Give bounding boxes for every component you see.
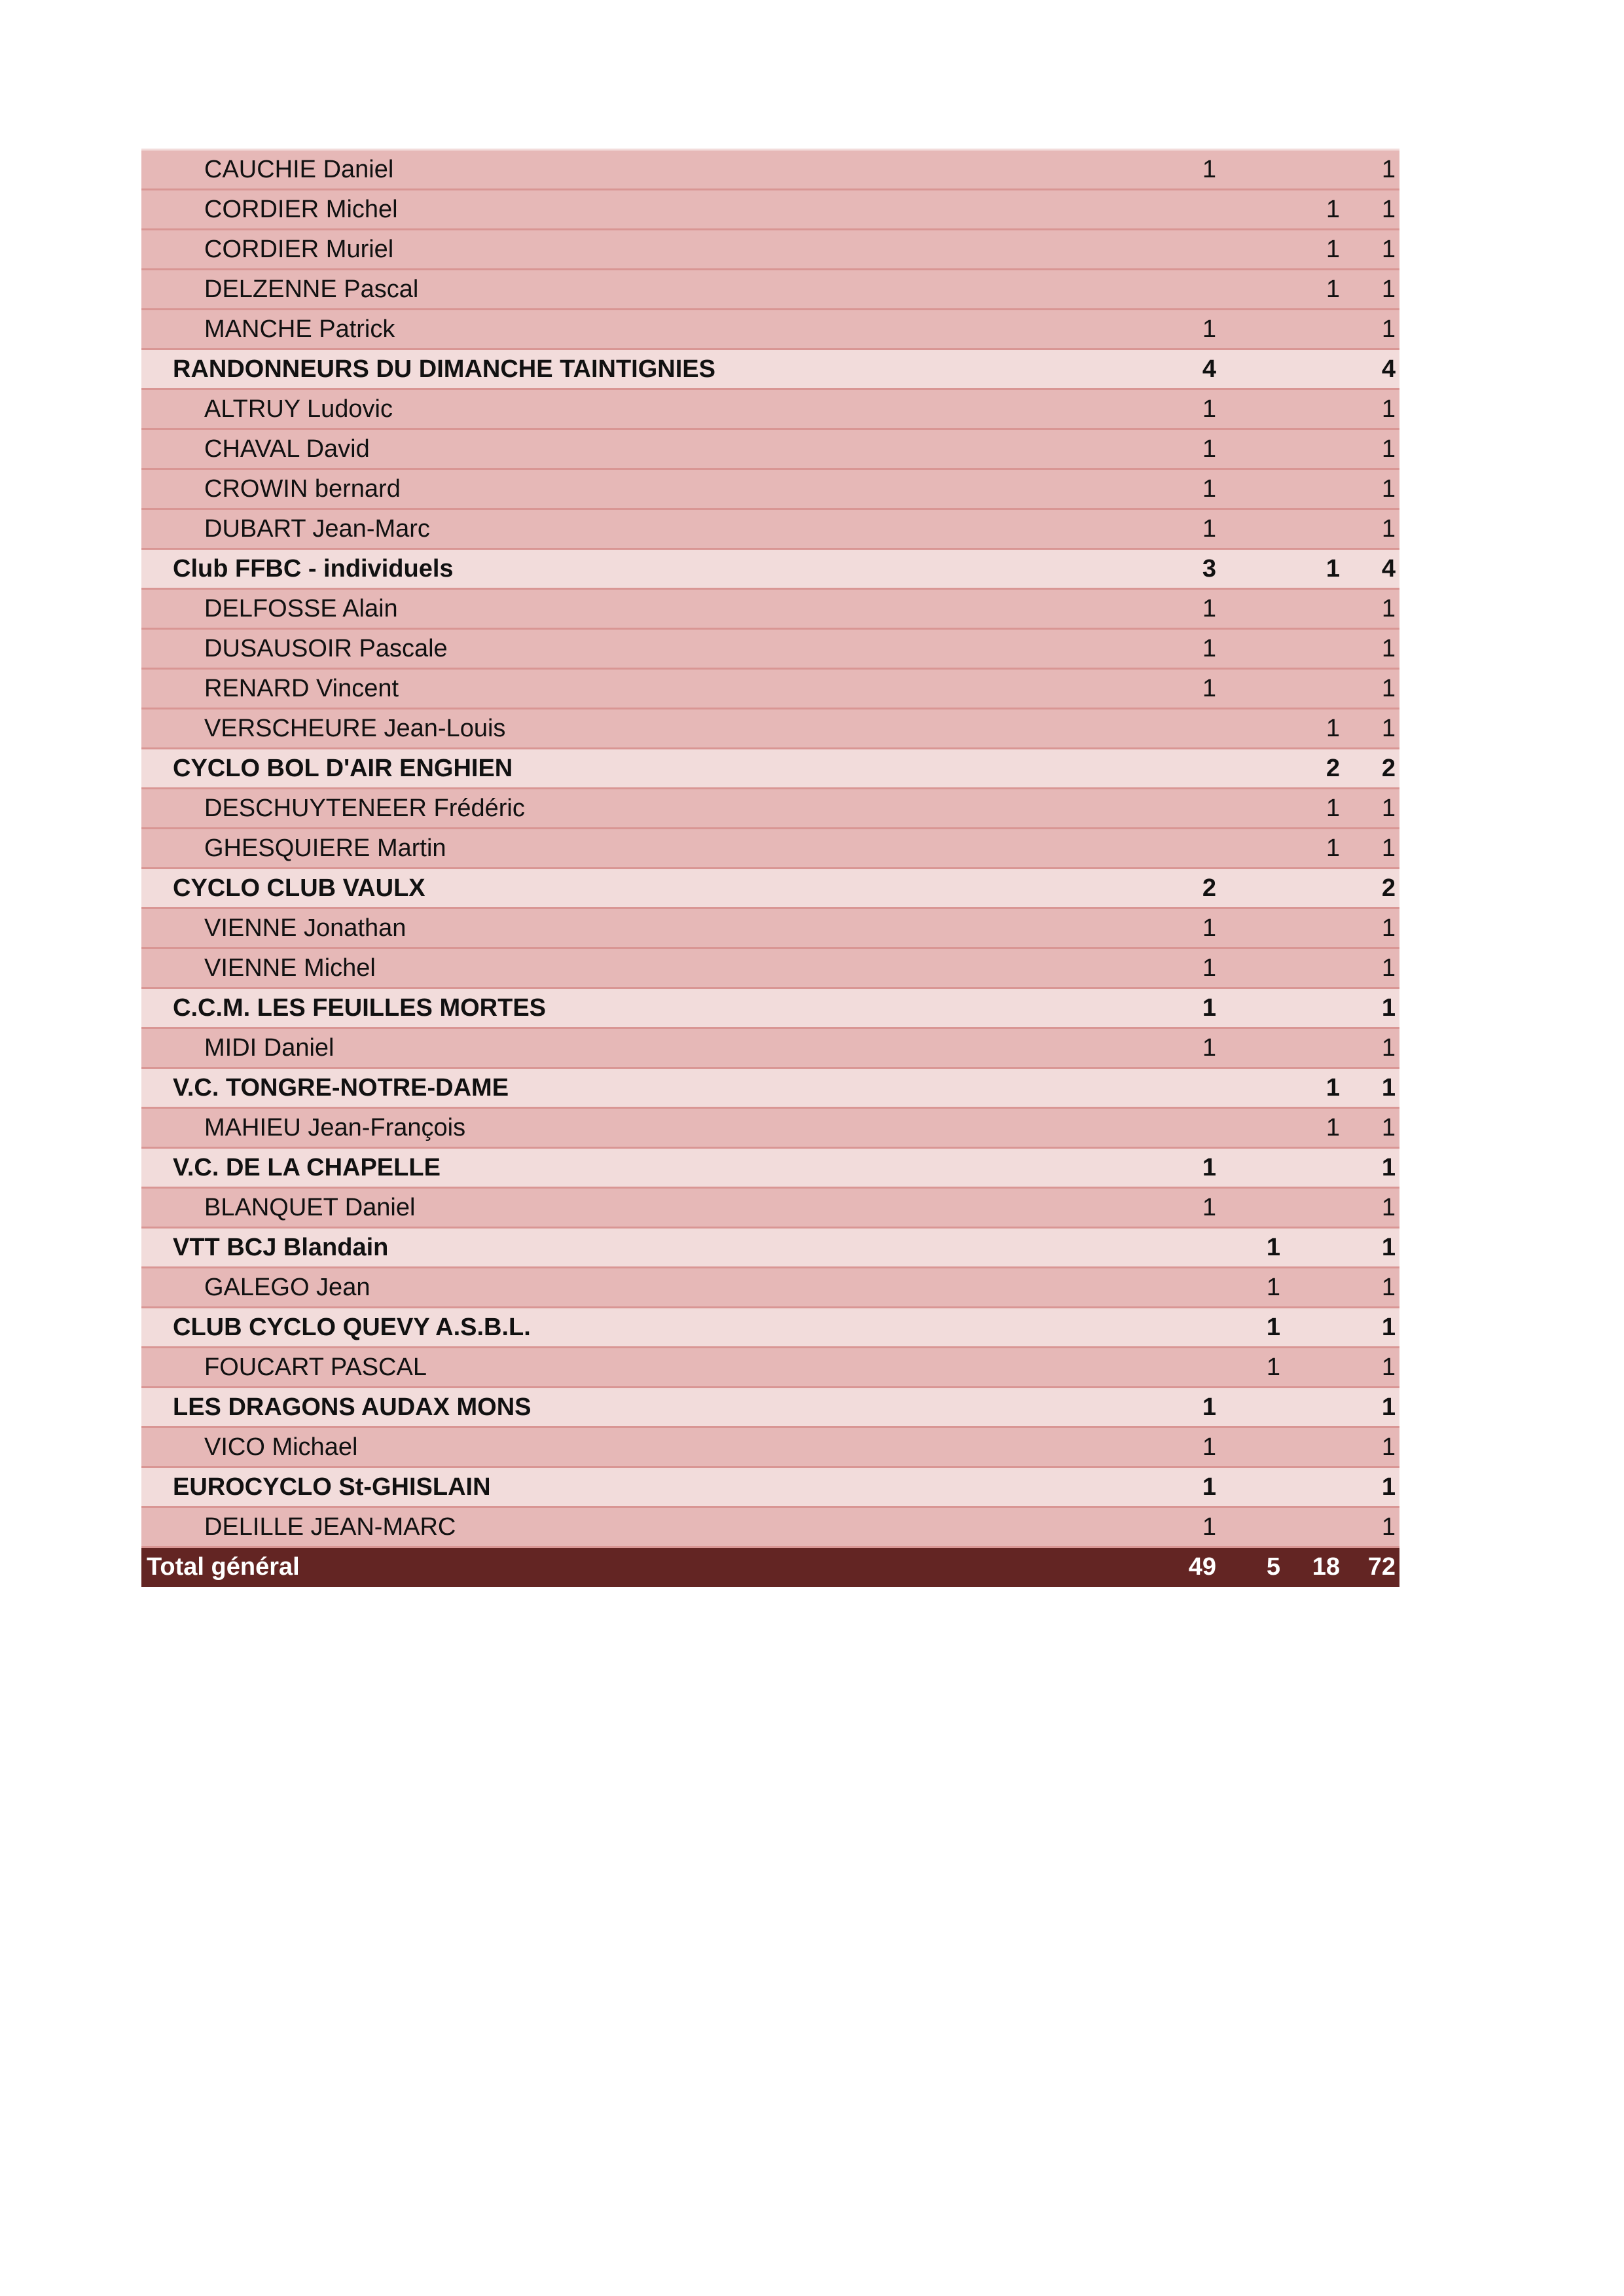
row-name: CYCLO BOL D'AIR ENGHIEN [173,755,513,782]
col2-value [1228,151,1280,188]
col3-value [1288,909,1340,947]
member-row [141,670,1399,709]
col2-value [1228,670,1280,708]
col3-value [1288,1229,1340,1266]
row-total-value: 1 [1381,994,1396,1022]
col1-value: 1 [1202,595,1216,622]
grand-total-row [141,1548,1399,1587]
col2-value [1228,709,1280,747]
col3-value [1288,869,1340,907]
row-name: CROWIN bernard [204,475,401,503]
row-name: EUROCYCLO St-GHISLAIN [173,1473,491,1501]
club-row [141,1069,1399,1109]
row-total-value: 1 [1381,156,1396,183]
row-total-value: 1 [1381,914,1396,942]
row-name: MANCHE Patrick [204,315,395,343]
col3-value [1288,989,1340,1027]
col3-value: 2 [1326,755,1340,782]
row-name: CLUB CYCLO QUEVY A.S.B.L. [173,1314,531,1341]
col2-value: 1 [1266,1274,1280,1301]
col1-value: 1 [1202,1393,1216,1421]
row-name: DUSAUSOIR Pascale [204,635,448,662]
col3-value [1288,1308,1340,1346]
col1-value: 1 [1202,156,1216,183]
col3-value [1288,1388,1340,1426]
row-total-value: 72 [1367,1553,1396,1581]
col3-value: 1 [1326,834,1340,862]
member-row [141,1428,1399,1468]
col1-value [1164,1109,1216,1147]
col2-value [1228,270,1280,308]
member-row [141,949,1399,989]
row-name: GHESQUIERE Martin [204,834,446,862]
col1-value [1164,749,1216,787]
col1-value: 1 [1202,994,1216,1022]
col2-value [1228,1508,1280,1546]
col2-value [1228,1149,1280,1187]
row-name: CORDIER Michel [204,196,398,223]
member-row [141,190,1399,230]
col1-value [1164,829,1216,867]
col1-value: 49 [1188,1553,1216,1581]
col2-value [1228,1388,1280,1426]
row-total-value: 1 [1381,1194,1396,1221]
row-total-value: 1 [1381,1154,1396,1181]
row-name: LES DRAGONS AUDAX MONS [173,1393,532,1421]
row-total-value: 1 [1381,675,1396,702]
col2-value [1228,1109,1280,1147]
club-row [141,550,1399,590]
col1-value [1164,1308,1216,1346]
row-total-value: 1 [1381,795,1396,822]
member-row [141,1189,1399,1229]
row-name: CORDIER Muriel [204,236,394,263]
col3-value [1288,1029,1340,1067]
col1-value [1164,270,1216,308]
col3-value [1288,470,1340,508]
row-total-value: 1 [1381,475,1396,503]
col1-value [1164,1348,1216,1386]
col3-value [1288,1508,1340,1546]
col3-value [1288,630,1340,668]
col1-value [1164,1069,1216,1107]
col3-value: 1 [1326,276,1340,303]
col1-value: 1 [1202,515,1216,543]
col1-value: 1 [1202,635,1216,662]
row-total-value: 1 [1381,834,1396,862]
member-row [141,390,1399,430]
col3-value: 1 [1326,236,1340,263]
col2-value [1228,1428,1280,1466]
col3-value: 1 [1326,1074,1340,1102]
row-total-value: 1 [1381,395,1396,423]
col1-value [1164,709,1216,747]
club-row [141,1468,1399,1508]
club-row [141,1149,1399,1189]
row-name: RENARD Vincent [204,675,399,702]
row-total-value: 4 [1381,555,1396,583]
row-name: BLANQUET Daniel [204,1194,416,1221]
member-row [141,310,1399,350]
row-total-value: 4 [1381,355,1396,383]
row-name: ALTRUY Ludovic [204,395,393,423]
member-row [141,270,1399,310]
col1-value: 2 [1202,874,1216,902]
col3-value: 1 [1326,1114,1340,1141]
col1-value: 1 [1202,1473,1216,1501]
col2-value: 1 [1266,1234,1280,1261]
member-row [141,1268,1399,1308]
row-name: GALEGO Jean [204,1274,370,1301]
col2-value [1228,869,1280,907]
col1-value: 1 [1202,1154,1216,1181]
member-row [141,1508,1399,1548]
col2-value: 1 [1266,1354,1280,1381]
member-row [141,1348,1399,1388]
col3-value [1288,1189,1340,1227]
col3-value [1288,1348,1340,1386]
col1-value: 1 [1202,1034,1216,1062]
col1-value [1164,1229,1216,1266]
col3-value [1288,1428,1340,1466]
member-row [141,510,1399,550]
club-row [141,1388,1399,1428]
col2-value [1228,909,1280,947]
row-total-value: 1 [1381,315,1396,343]
col3-value [1288,310,1340,348]
row-total-value: 1 [1381,1393,1396,1421]
col1-value: 4 [1202,355,1216,383]
col2-value [1228,789,1280,827]
col3-value [1288,949,1340,987]
row-total-value: 1 [1381,1234,1396,1261]
col3-value: 1 [1326,715,1340,742]
col2-value [1228,989,1280,1027]
row-name: VERSCHEURE Jean-Louis [204,715,506,742]
member-row [141,430,1399,470]
col1-value: 1 [1202,954,1216,982]
col3-value [1288,590,1340,628]
col1-value [1164,789,1216,827]
row-name: V.C. DE LA CHAPELLE [173,1154,441,1181]
col3-value [1288,510,1340,548]
row-name: MAHIEU Jean-François [204,1114,466,1141]
col2-value [1228,510,1280,548]
member-row [141,829,1399,869]
row-name: DELZENNE Pascal [204,276,419,303]
col1-value [1164,230,1216,268]
row-total-value: 1 [1381,1433,1396,1461]
col1-value: 1 [1202,395,1216,423]
member-row [141,789,1399,829]
col1-value: 1 [1202,315,1216,343]
row-name: FOUCART PASCAL [204,1354,427,1381]
row-name: MIDI Daniel [204,1034,334,1062]
row-total-value: 1 [1381,1034,1396,1062]
col2-value [1228,470,1280,508]
row-total-value: 1 [1381,635,1396,662]
row-total-value: 1 [1381,1513,1396,1541]
col1-value: 1 [1202,914,1216,942]
member-row [141,630,1399,670]
col1-value: 1 [1202,675,1216,702]
col2-value: 1 [1266,1314,1280,1341]
col2-value [1228,630,1280,668]
member-row [141,230,1399,270]
row-name: CYCLO CLUB VAULX [173,874,425,902]
col1-value [1164,190,1216,228]
row-name: DESCHUYTENEER Frédéric [204,795,525,822]
col2-value [1228,590,1280,628]
row-name: VTT BCJ Blandain [173,1234,389,1261]
row-total-value: 1 [1381,276,1396,303]
row-total-value: 1 [1381,954,1396,982]
row-name: Club FFBC - individuels [173,555,454,583]
club-row [141,1308,1399,1348]
col3-value [1288,390,1340,428]
col3-value [1288,1149,1340,1187]
col3-value [1288,1268,1340,1306]
col3-value [1288,1468,1340,1506]
col2-value [1228,310,1280,348]
col1-value: 1 [1202,435,1216,463]
club-row [141,749,1399,789]
row-name: VICO Michael [204,1433,358,1461]
col2-value [1228,1029,1280,1067]
col2-value [1228,550,1280,588]
col3-value [1288,350,1340,388]
col2-value [1228,230,1280,268]
col2-value [1228,350,1280,388]
row-name: Total général [147,1553,300,1581]
club-row [141,989,1399,1029]
row-total-value: 1 [1381,1114,1396,1141]
row-total-value: 1 [1381,1274,1396,1301]
row-total-value: 1 [1381,1473,1396,1501]
member-row [141,909,1399,949]
member-row [141,709,1399,749]
row-total-value: 1 [1381,435,1396,463]
row-total-value: 1 [1381,1314,1396,1341]
col1-value: 1 [1202,1433,1216,1461]
col1-value: 3 [1202,555,1216,583]
row-total-value: 1 [1381,515,1396,543]
club-row [141,1229,1399,1268]
col2-value [1228,949,1280,987]
col3-value [1288,670,1340,708]
col2-value [1228,390,1280,428]
row-total-value: 1 [1381,1074,1396,1102]
row-name: DELFOSSE Alain [204,595,398,622]
row-name: RANDONNEURS DU DIMANCHE TAINTIGNIES [173,355,715,383]
col3-value: 18 [1312,1553,1340,1581]
col1-value: 1 [1202,1194,1216,1221]
col3-value: 1 [1326,196,1340,223]
row-name: DUBART Jean-Marc [204,515,430,543]
member-row [141,1029,1399,1069]
row-total-value: 2 [1381,755,1396,782]
col2-value [1228,190,1280,228]
col2-value [1228,829,1280,867]
member-row [141,470,1399,510]
row-total-value: 2 [1381,874,1396,902]
col3-value: 1 [1326,555,1340,583]
member-row [141,149,1399,190]
member-row [141,1109,1399,1149]
col2-value [1228,1189,1280,1227]
club-row [141,350,1399,390]
col2-value [1228,1069,1280,1107]
col2-value [1228,1468,1280,1506]
row-name: CAUCHIE Daniel [204,156,394,183]
col1-value: 1 [1202,475,1216,503]
col2-value: 5 [1266,1553,1280,1581]
row-total-value: 1 [1381,595,1396,622]
col1-value [1164,1268,1216,1306]
row-name: CHAVAL David [204,435,370,463]
row-total-value: 1 [1381,236,1396,263]
row-name: C.C.M. LES FEUILLES MORTES [173,994,547,1022]
row-name: V.C. TONGRE-NOTRE-DAME [173,1074,509,1102]
row-name: DELILLE JEAN-MARC [204,1513,456,1541]
participation-table [141,149,1399,1587]
col2-value [1228,749,1280,787]
col3-value [1288,430,1340,468]
row-total-value: 1 [1381,1354,1396,1381]
member-row [141,590,1399,630]
row-name: VIENNE Jonathan [204,914,406,942]
col3-value: 1 [1326,795,1340,822]
row-total-value: 1 [1381,196,1396,223]
row-total-value: 1 [1381,715,1396,742]
row-name: VIENNE Michel [204,954,376,982]
col1-value: 1 [1202,1513,1216,1541]
col3-value [1288,151,1340,188]
col2-value [1228,430,1280,468]
club-row [141,869,1399,909]
